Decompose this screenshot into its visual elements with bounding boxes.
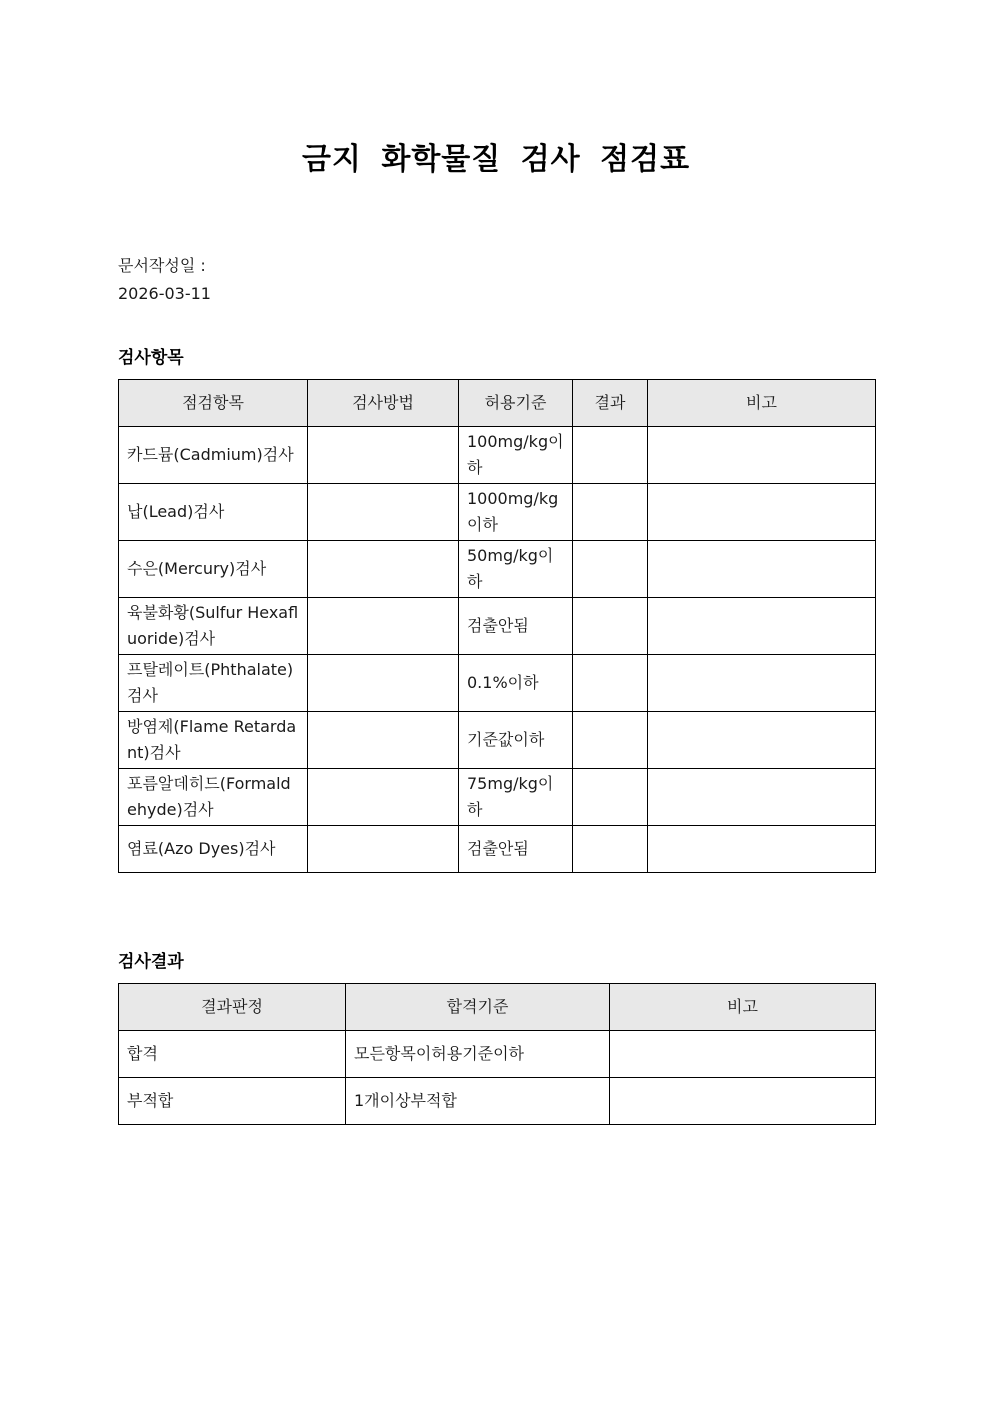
note-cell[interactable] — [610, 1078, 876, 1125]
method-cell[interactable] — [308, 769, 459, 826]
table-row — [119, 484, 876, 541]
method-cell[interactable] — [308, 826, 459, 873]
table-row — [119, 598, 876, 655]
limit-cell: 1000mg/kg이하 — [459, 484, 573, 541]
note-cell[interactable] — [648, 826, 876, 873]
note-cell[interactable] — [648, 655, 876, 712]
method-cell[interactable] — [308, 427, 459, 484]
limit-cell: 0.1%이하 — [459, 655, 573, 712]
column-header-note: 비고 — [648, 380, 876, 427]
verdict-cell: 부적합 — [119, 1078, 346, 1125]
column-header-verdict: 결과판정 — [119, 984, 346, 1031]
table-row — [119, 1078, 876, 1125]
table-row — [119, 1031, 876, 1078]
criteria-cell: 모든항목이허용기준이하 — [346, 1031, 610, 1078]
note-cell[interactable] — [648, 541, 876, 598]
result-cell[interactable] — [573, 598, 648, 655]
method-cell[interactable] — [308, 655, 459, 712]
created-date-value: 2026-03-11 — [118, 284, 211, 303]
column-header-criteria: 합격기준 — [346, 984, 610, 1031]
item-cell: 포름알데히드(Formaldehyde)검사 — [119, 769, 308, 826]
column-header-note: 비고 — [610, 984, 876, 1031]
note-cell[interactable] — [648, 484, 876, 541]
table-row — [119, 712, 876, 769]
column-header-item: 점검항목 — [119, 380, 308, 427]
inspection-results-table — [118, 983, 876, 1125]
column-header-limit: 허용기준 — [459, 380, 573, 427]
result-cell[interactable] — [573, 712, 648, 769]
inspection-items-table — [118, 379, 876, 873]
verdict-cell: 합격 — [119, 1031, 346, 1078]
method-cell[interactable] — [308, 484, 459, 541]
note-cell[interactable] — [648, 712, 876, 769]
inspection-items-heading: 검사항목 — [118, 348, 184, 368]
limit-cell: 100mg/kg이하 — [459, 427, 573, 484]
table-row — [119, 655, 876, 712]
inspection-results-heading: 검사결과 — [118, 952, 184, 972]
item-cell: 방염제(Flame Retardant)검사 — [119, 712, 308, 769]
table-row — [119, 427, 876, 484]
table-row — [119, 769, 876, 826]
method-cell[interactable] — [308, 598, 459, 655]
column-header-result: 결과 — [573, 380, 648, 427]
item-cell: 수은(Mercury)검사 — [119, 541, 308, 598]
limit-cell: 검출안됨 — [459, 598, 573, 655]
table-row — [119, 541, 876, 598]
criteria-cell: 1개이상부적합 — [346, 1078, 610, 1125]
table-header-row — [119, 380, 876, 427]
limit-cell: 검출안됨 — [459, 826, 573, 873]
item-cell: 육불화황(Sulfur Hexafluoride)검사 — [119, 598, 308, 655]
note-cell[interactable] — [648, 769, 876, 826]
result-cell[interactable] — [573, 769, 648, 826]
result-cell[interactable] — [573, 655, 648, 712]
table-row — [119, 826, 876, 873]
note-cell[interactable] — [648, 427, 876, 484]
item-cell: 카드뮴(Cadmium)검사 — [119, 427, 308, 484]
result-cell[interactable] — [573, 541, 648, 598]
result-cell[interactable] — [573, 484, 648, 541]
created-date-label: 문서작성일 : — [118, 256, 206, 275]
result-cell[interactable] — [573, 427, 648, 484]
limit-cell: 기준값이하 — [459, 712, 573, 769]
method-cell[interactable] — [308, 541, 459, 598]
item-cell: 염료(Azo Dyes)검사 — [119, 826, 308, 873]
limit-cell: 50mg/kg이하 — [459, 541, 573, 598]
item-cell: 프탈레이트(Phthalate)검사 — [119, 655, 308, 712]
item-cell: 납(Lead)검사 — [119, 484, 308, 541]
limit-cell: 75mg/kg이하 — [459, 769, 573, 826]
result-cell[interactable] — [573, 826, 648, 873]
table-header-row — [119, 984, 876, 1031]
note-cell[interactable] — [648, 598, 876, 655]
method-cell[interactable] — [308, 712, 459, 769]
column-header-method: 검사방법 — [308, 380, 459, 427]
note-cell[interactable] — [610, 1031, 876, 1078]
document-title: 금지 화학물질 검사 점검표 — [301, 142, 691, 177]
